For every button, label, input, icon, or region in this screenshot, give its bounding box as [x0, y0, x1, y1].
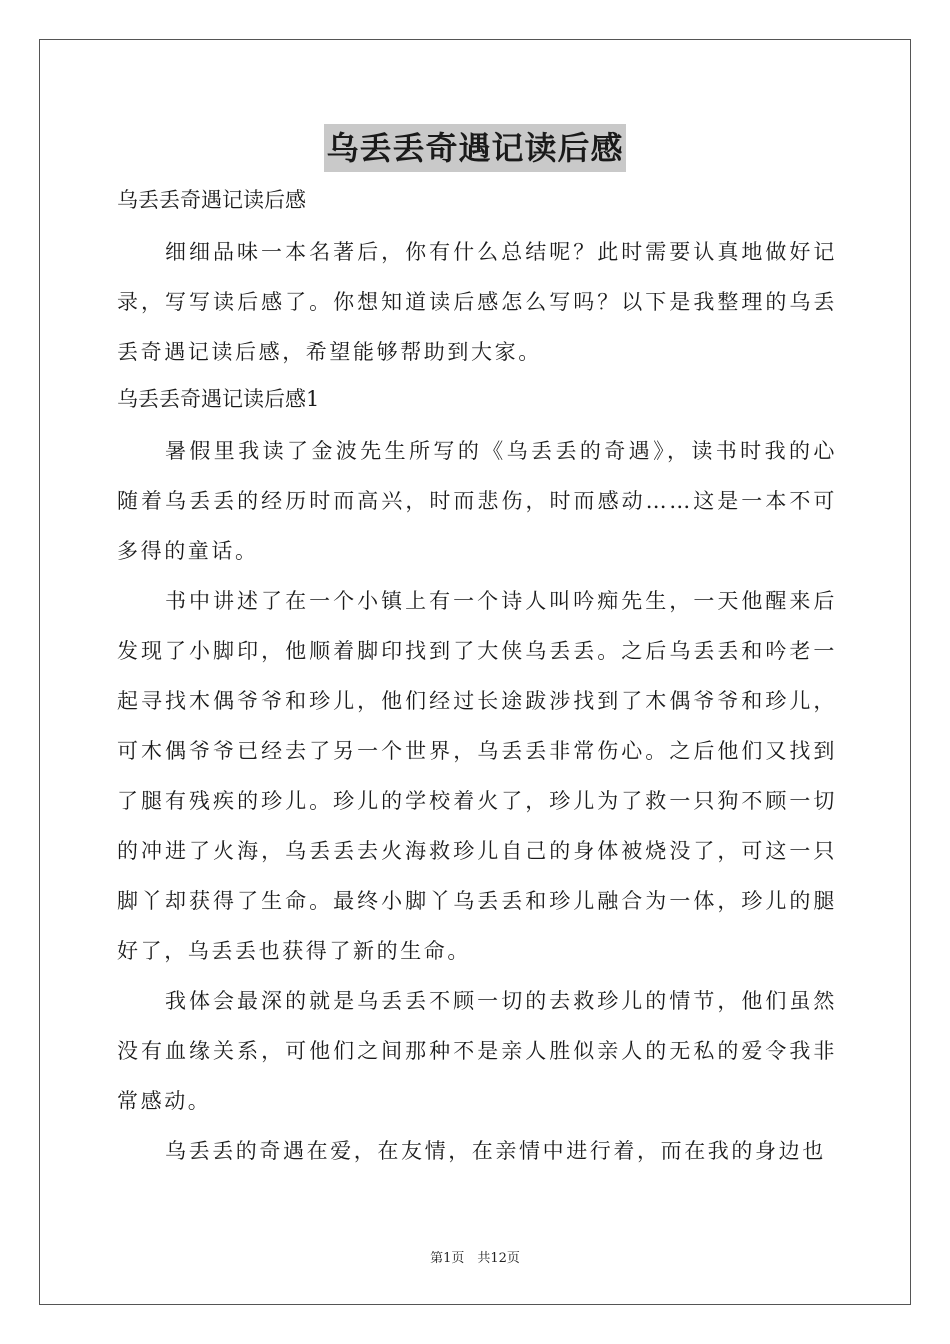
section-heading: 乌丢丢奇遇记读后感1: [117, 387, 320, 411]
body-paragraph-4: 乌丢丢的奇遇在爱，在友情，在亲情中进行着，而在我的身边也: [165, 1139, 826, 1163]
body-paragraph-3: 我体会最深的就是乌丢丢不顾一切的去救珍儿的情节，他们虽然没有血缘关系，可他们之间那种不是亲人胜似亲人的无私的爱令我非常感动。: [117, 989, 837, 1113]
document-title: 乌丢丢奇遇记读后感: [324, 124, 625, 172]
subtitle: 乌丢丢奇遇记读后感: [117, 188, 306, 212]
document-body: [117, 178, 837, 1176]
page-footer: 第1页 共12页: [430, 1251, 520, 1266]
body-paragraph-2: 书中讲述了在一个小镇上有一个诗人叫吟痴先生，一天他醒来后发现了小脚印，他顺着脚印找到了大侠乌丢丢。之后乌丢丢和吟老一起寻找木偶爷爷和珍儿，他们经过长途跋涉找到了木偶爷爷和珍儿，可木偶爷爷已经去了另一个世界，乌丢丢非常伤心。之后他们又找到了腿有残疾的珍儿。珍儿的学校着火了，珍儿为了救一只狗不顾一切的冲进了火海，乌丢丢去火海救珍儿自己的身体被烧没了，可这一只脚丫却获得了生命。最终小脚丫乌丢丢和珍儿融合为一体，珍儿的腿好了，乌丢丢也获得了新的生命。: [117, 589, 837, 963]
body-paragraph-1: 暑假里我读了金波先生所写的《乌丢丢的奇遇》，读书时我的心随着乌丢丢的经历时而高兴，时而悲伤，时而感动……这是一本不可多得的童话。: [117, 439, 837, 563]
intro-paragraph: 细细品味一本名著后，你有什么总结呢？此时需要认真地做好记录，写写读后感了。你想知道读后感怎么写吗？以下是我整理的乌丢丢奇遇记读后感，希望能够帮助到大家。: [117, 240, 837, 364]
title-container: [0, 124, 950, 172]
